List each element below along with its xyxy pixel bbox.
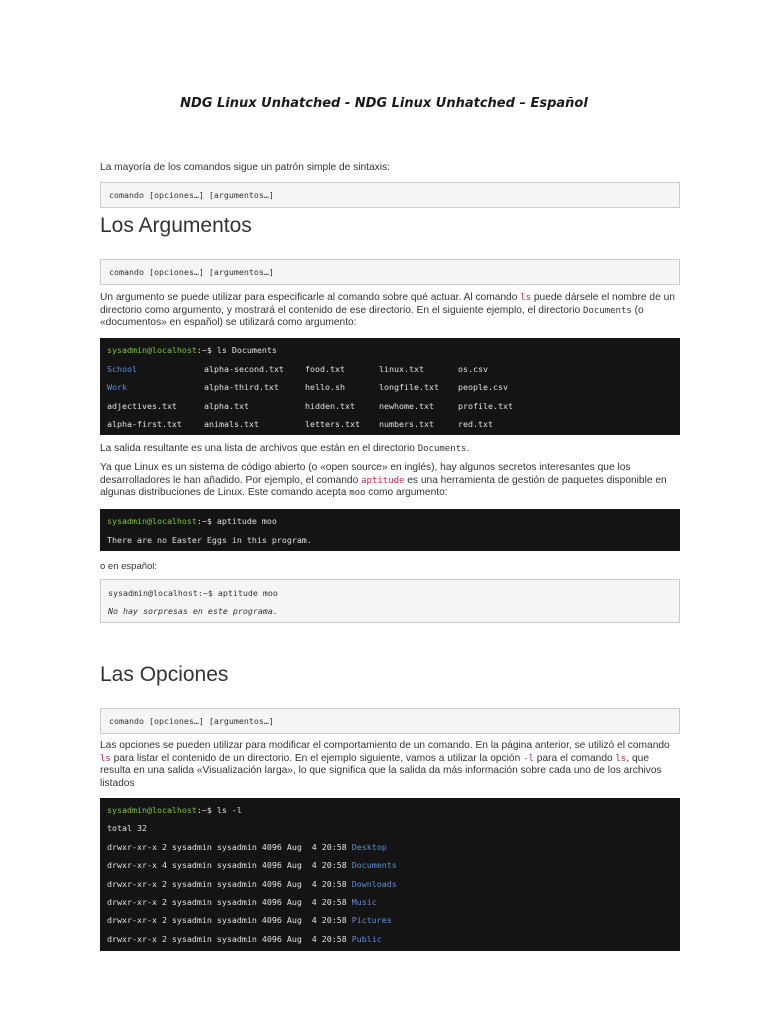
options-paragraph xyxy=(100,740,680,790)
ls-long-row xyxy=(107,930,673,948)
inline-code-moo: moo xyxy=(349,488,366,499)
options-syntax-box xyxy=(100,708,680,734)
options-section xyxy=(100,663,680,687)
arguments-syntax-text: comando [opciones…] [argumentos…] xyxy=(109,267,274,277)
file-entry: adjectives.txt xyxy=(107,400,177,411)
file-entry: hello.sh xyxy=(305,382,345,392)
opt-para-text-2: para listar el contenido de un directorio. En el ejemplo siguiente, vamos a utilizar la opción xyxy=(110,752,524,764)
ls-long-meta: drwxr-xr-x 2 sysadmin sysadmin 4096 Aug 4 20:58 xyxy=(107,841,352,852)
file-entry: alpha-third.txt xyxy=(204,382,279,392)
ls-output-row xyxy=(107,397,673,416)
terminal-prompt: sysadmin@localhost xyxy=(107,516,197,526)
file-entry: food.txt xyxy=(305,363,345,374)
dir-entry: Pictures xyxy=(351,915,392,926)
file-entry: profile.txt xyxy=(458,400,513,411)
dir-entry: School xyxy=(107,363,137,374)
inline-code-ls: ls xyxy=(520,293,532,303)
file-entry: red.txt xyxy=(458,419,493,429)
ls-long-meta: drwxr-xr-x 2 sysadmin sysadmin 4096 Aug 4 20:58 xyxy=(107,878,352,889)
dir-entry: Music xyxy=(351,896,377,907)
terminal-command: :~$ aptitude moo xyxy=(196,516,277,526)
terminal-ls-documents xyxy=(100,338,680,435)
file-entry: people.csv xyxy=(458,382,508,392)
page-title: NDG Linux Unhatched - NDG Linux Unhatched – Español xyxy=(180,96,588,111)
dir-entry: Work xyxy=(107,382,127,392)
file-entry: alpha-second.txt xyxy=(204,363,284,374)
arguments-syntax-box xyxy=(100,259,680,285)
inline-code-option-l: -l xyxy=(523,753,534,764)
ls-long-row xyxy=(107,911,673,929)
ls-long-meta: drwxr-xr-x 2 sysadmin sysadmin 4096 Aug 4 20:58 xyxy=(107,896,352,907)
ls-output-row xyxy=(107,415,673,434)
arguments-paragraph xyxy=(100,292,680,330)
opt-para-text-4: , que resulta en una salida «Visualización larga», lo que significa que la salida da más información sobre cada uno de los archivos listados xyxy=(100,752,662,789)
intro-text: La mayoría de los comandos sigue un patrón simple de sintaxis: xyxy=(100,162,390,173)
spanish-label: o en español: xyxy=(100,561,158,572)
terminal-command-line xyxy=(107,341,673,360)
file-entry: animals.txt xyxy=(204,419,259,429)
file-entry: alpha.txt xyxy=(204,400,249,411)
arg-para-text-3: (o «documentos» en español) se utilizará como argumento: xyxy=(100,304,644,329)
ls-long-row xyxy=(107,893,673,911)
apt-para-text-2: es una herramienta de gestión de paquetes disponible en algunas distribuciones de Linux. Este comando acepta xyxy=(100,474,667,499)
inline-code-documents: Documents xyxy=(583,305,632,316)
ls-output-row xyxy=(107,360,673,379)
terminal-command: :~$ ls -l xyxy=(196,805,242,815)
terminal-ls-l xyxy=(100,798,680,951)
dir-entry: Downloads xyxy=(351,878,397,889)
file-entry: os.csv xyxy=(458,363,488,374)
file-entry: numbers.txt xyxy=(379,419,434,429)
arguments-section xyxy=(100,214,680,238)
box-command-line: sysadmin@localhost:~$ aptitude moo xyxy=(108,588,278,598)
file-entry: hidden.txt xyxy=(305,400,355,411)
result-text-2: . xyxy=(466,443,470,454)
result-text-1: La salida resultante es una lista de archivos que están en el directorio xyxy=(100,443,418,454)
ls-long-row xyxy=(107,838,673,856)
intro-section xyxy=(100,162,680,175)
syntax-text: comando [opciones…] [argumentos…] xyxy=(109,190,274,200)
ls-long-meta: drwxr-xr-x 2 sysadmin sysadmin 4096 Aug 4 20:58 xyxy=(107,933,352,944)
terminal-aptitude-moo xyxy=(100,509,680,551)
file-entry: alpha-first.txt xyxy=(107,419,182,429)
arguments-heading: Los Argumentos xyxy=(100,214,252,237)
dir-entry: Desktop xyxy=(351,841,387,852)
file-entry: newhome.txt xyxy=(379,400,434,411)
arg-para-text-1: Un argumento se puede utilizar para especificarle al comando sobre qué actuar. Al comando xyxy=(100,292,521,303)
aptitude-paragraph xyxy=(100,462,680,500)
terminal-output-line: There are no Easter Eggs in this program. xyxy=(107,534,312,545)
inline-code-ls: ls xyxy=(615,753,627,764)
terminal-total-line: total 32 xyxy=(107,823,147,834)
spanish-label-row xyxy=(100,561,680,574)
terminal-prompt: sysadmin@localhost xyxy=(107,345,197,355)
ls-long-row xyxy=(107,875,673,893)
dir-entry: Public xyxy=(351,933,382,944)
terminal-prompt: sysadmin@localhost xyxy=(107,805,197,815)
terminal-command-line xyxy=(107,512,673,531)
file-entry: linux.txt xyxy=(379,363,424,374)
terminal-command-line xyxy=(107,801,673,819)
ls-output-row xyxy=(107,378,673,397)
inline-code-aptitude: aptitude xyxy=(361,475,405,486)
syntax-code-box xyxy=(100,182,680,208)
file-entry: longfile.txt xyxy=(379,382,439,392)
ls-long-meta: drwxr-xr-x 2 sysadmin sysadmin 4096 Aug 4 20:58 xyxy=(107,915,352,926)
inline-code-ls: ls xyxy=(100,753,111,764)
options-syntax-text: comando [opciones…] [argumentos…] xyxy=(109,716,274,726)
ls-long-meta: drwxr-xr-x 4 sysadmin sysadmin 4096 Aug 4 20:58 xyxy=(107,860,352,871)
apt-para-text-1: Ya que Linux es un sistema de código abierto (o «open source» en inglés), hay algunos secretos interesantes que los desarrolladores le han añadido. Por ejemplo, el comando xyxy=(100,462,631,486)
terminal-command: :~$ ls Documents xyxy=(196,345,277,355)
apt-para-text-3: como argumento: xyxy=(365,487,448,499)
arg-para-text-2: puede dársele el nombre de un directorio como argumento, y mostrará el contenido de ese directorio. En el siguiente ejemplo, el directorio xyxy=(100,292,675,316)
dir-entry: Documents xyxy=(351,860,397,871)
ls-long-row xyxy=(107,856,673,874)
spanish-output-box xyxy=(100,579,680,623)
box-output-line: No hay sorpresas en este programa. xyxy=(108,606,278,616)
file-entry: letters.txt xyxy=(305,419,360,429)
options-heading: Las Opciones xyxy=(100,663,229,686)
result-paragraph xyxy=(100,443,680,456)
inline-code-documents: Documents xyxy=(417,444,467,454)
opt-para-text-3: para el comando xyxy=(533,752,616,764)
opt-para-text-1: Las opciones se pueden utilizar para modificar el comportamiento de un comando. En la página anterior, se utilizó el comando xyxy=(100,740,670,751)
